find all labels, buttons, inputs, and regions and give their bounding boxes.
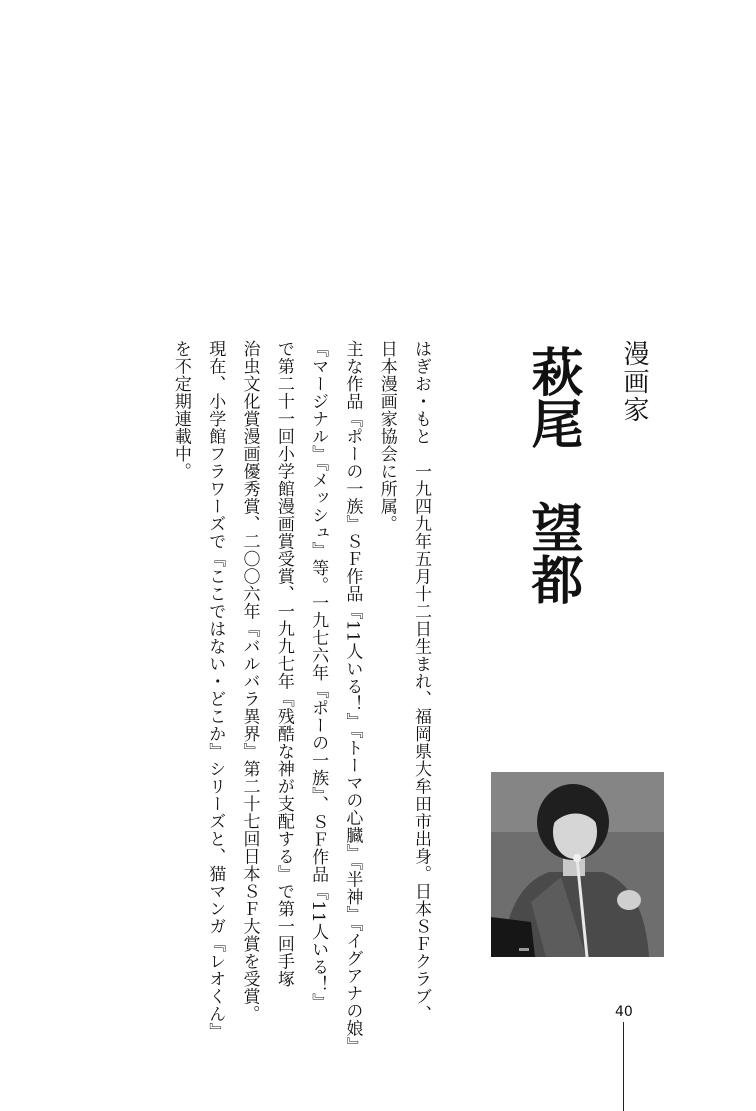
page-rule (623, 1022, 624, 1111)
bio-line: 主な作品『ポーの一族』ＳＦ作品『11人いる！』『トーマの心臓』『半神』『イグアナの娘』 (342, 340, 363, 1055)
author-name: 萩尾 望都 (522, 345, 582, 605)
bio-line: で第二十一回小学館漫画賞受賞、一九九七年『残酷な神が支配する』で第一回手塚 (273, 340, 294, 988)
bio-line: 現在、小学館フラワーズで『ここではない・どこか』シリーズと、猫マンガ『レオくん』 (205, 340, 226, 1040)
speaker-photo-graphic (491, 772, 664, 957)
bio-line: はぎお・もと 一九四九年五月十二日生まれ、福岡県大牟田市出身。日本ＳＦクラブ、 (411, 340, 431, 1023)
page-number: 40 (615, 1004, 633, 1020)
profession-label: 漫画家 (619, 340, 649, 424)
biography (164, 340, 438, 1055)
bio-line: 『マージナル』『メッシュ』等。一九七六年『ポーの一族』、ＳＦ作品『11人いる！』 (308, 340, 329, 1011)
bio-line: 日本漫画家協会に所属。 (376, 340, 397, 533)
bio-line: 治虫文化賞漫画優秀賞、二〇〇六年『バルバラ異界』第二十七回日本ＳＦ大賞を受賞。 (239, 340, 260, 1023)
author-photo (491, 772, 664, 957)
bio-line: を不定期連載中。 (170, 340, 191, 480)
